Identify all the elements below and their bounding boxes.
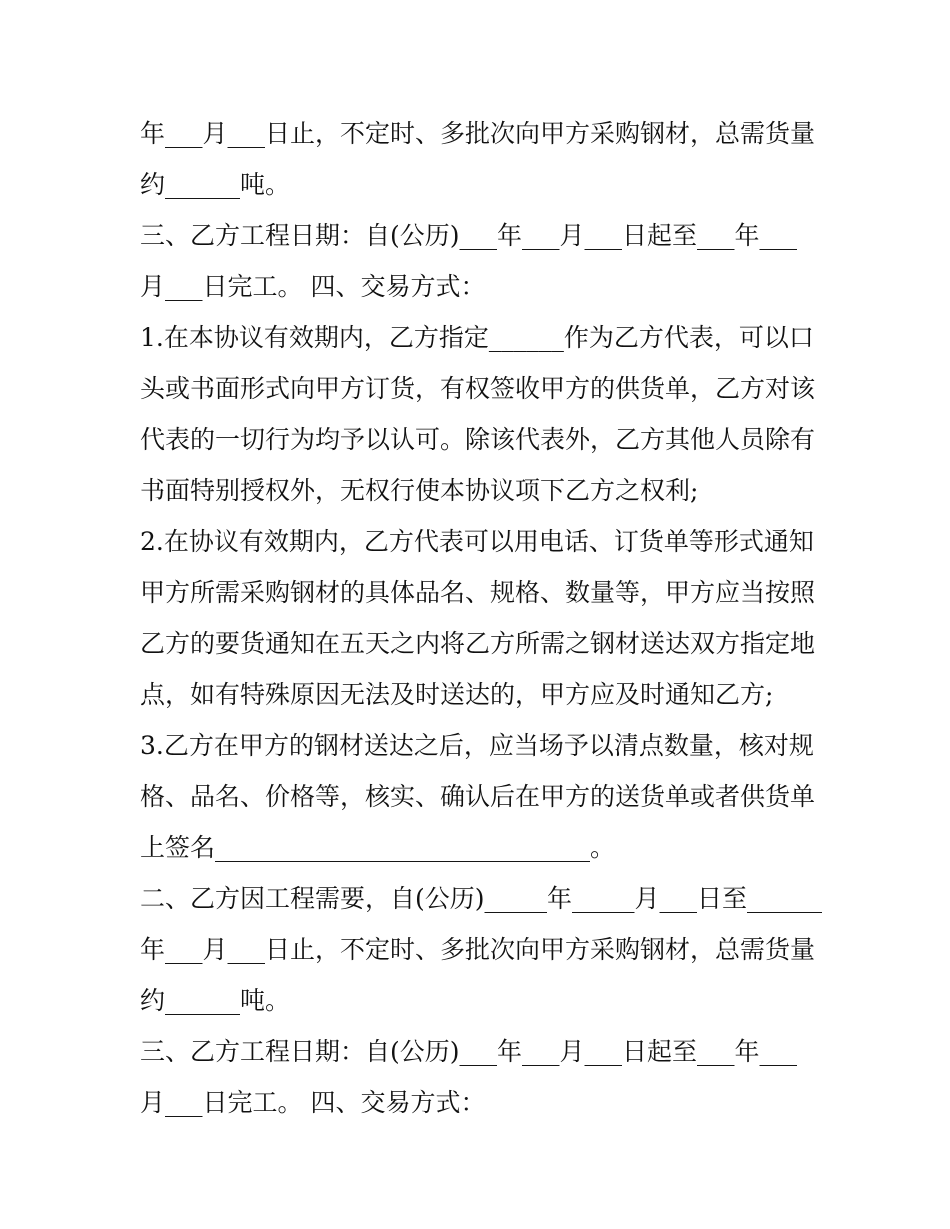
text-line: 约______吨。 [140,986,291,1015]
text-line: 3.乙方在甲方的钢材送达之后，应当场予以清点数量，核对规 [140,731,814,760]
text-line: 二、乙方因工程需要，自(公历)_____年_____月___日至______ [140,884,823,913]
text-line: 月___日完工。 四、交易方式： [140,272,486,301]
text-line: 月___日完工。 四、交易方式： [140,1088,486,1117]
text-line: 三、乙方工程日期：自(公历)___年___月___日起至___年___ [140,1037,798,1066]
contract-text [140,108,830,1128]
text-line: 约______吨。 [140,170,291,199]
text-line: 乙方的要货通知在五天之内将乙方所需之钢材送达双方指定地 [140,629,816,658]
text-line: 1.在本协议有效期内，乙方指定______作为乙方代表，可以口 [140,323,814,352]
text-line: 年___月___日止，不定时、多批次向甲方采购钢材，总需货量 [140,119,816,148]
text-line: 代表的一切行为均予以认可。除该代表外，乙方其他人员除有 [140,425,816,454]
text-line: 三、乙方工程日期：自(公历)___年___月___日起至___年___ [140,221,798,250]
text-line: 甲方所需采购钢材的具体品名、规格、数量等，甲方应当按照 [140,578,816,607]
text-line: 点，如有特殊原因无法及时送达的，甲方应及时通知乙方; [140,680,774,709]
text-line: 2.在协议有效期内，乙方代表可以用电话、订货单等形式通知 [140,527,814,556]
text-line: 书面特别授权外，无权行使本协议项下乙方之权利; [140,476,699,505]
text-line: 格、品名、价格等，核实、确认后在甲方的送货单或者供货单 [140,782,816,811]
text-line: 年___月___日止，不定时、多批次向甲方采购钢材，总需货量 [140,935,816,964]
text-line: 头或书面形式向甲方订货，有权签收甲方的供货单，乙方对该 [140,374,816,403]
text-line: 上签名______________________________。 [140,833,616,862]
